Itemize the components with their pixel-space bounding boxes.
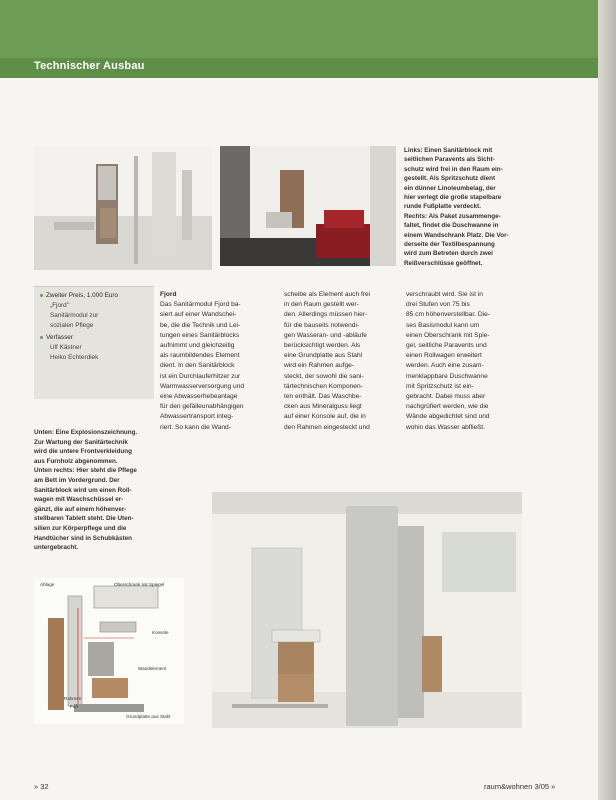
photo-sanitary-module (34, 146, 212, 270)
caption-line: runde Fußplatte verdeckt. (404, 203, 481, 211)
body-column-2 (284, 290, 396, 433)
bullet-icon (40, 294, 43, 297)
text-line: ten enthält. Das Waschbe- (284, 393, 362, 401)
author-name: Heiko Echterdiek (50, 354, 99, 361)
caption-line: Handtücher sind in Schubkästen (34, 534, 132, 542)
text-line: in den Raum gestellt wer- (284, 301, 359, 309)
text-line: Warmwasserversorgung und (160, 382, 245, 390)
author-name: Ulf Kästner (50, 344, 82, 351)
text-line: ist ein Durchlauferhitzer zur (160, 372, 241, 380)
text-line: als raumbildendes Element (160, 352, 240, 360)
page-edge-shadow (598, 0, 616, 800)
text-line: riert. So kann die Wand- (160, 423, 231, 431)
article-heading: Fjord (160, 291, 177, 298)
diagram-label: Konsole (152, 630, 169, 635)
text-line: einen Oberschrank mit Spie- (406, 331, 490, 339)
text-line: siert auf einer Wandschei- (160, 311, 237, 319)
text-line: wird ein Rahmen aufge- (284, 362, 355, 370)
caption-line: hier verlegt die große stapelbare (404, 194, 502, 202)
caption-line: wird zum Betreten durch zwei (404, 250, 493, 258)
text-line: tungen eines Sanitärblocks (160, 331, 240, 339)
text-line: mit Spritzschutz ist ein- (406, 382, 474, 390)
text-line: eine Abwasserhebeanlage (160, 393, 238, 401)
text-line: cken aus Mineralguss liegt (284, 403, 362, 411)
caption-line: gänzt, die auf einem höhenver- (34, 505, 127, 513)
project-line: Sanitärmodul zur (50, 312, 99, 319)
caption-line: untergebracht. (34, 544, 79, 552)
diagram-label: Grundplatte aus Stahl (126, 714, 171, 719)
text-line: tärtechnischen Komponen- (284, 382, 363, 390)
text-line: werden. Auch eine zusam- (406, 362, 484, 370)
text-line: dient. In den Sanitärblock (160, 362, 235, 370)
caption-line: aus Furnholz abgenommen. (34, 457, 118, 465)
caption-line: ein dünner Linoleumbelag, der (404, 184, 496, 192)
text-line: drei Stufen von 75 bis (406, 301, 470, 309)
price-row (40, 291, 118, 301)
exploded-diagram (34, 578, 184, 724)
caption-line: faltet, findet die Duschwanne in (404, 222, 499, 230)
text-line: Das Sanitärmodul Fjord ba- (160, 301, 241, 309)
text-line: 85 cm höhenverstellbar. Die- (406, 311, 490, 319)
text-line: menklappbare Duschwanne (406, 372, 488, 380)
diagram-label: Rahmen (64, 696, 82, 701)
authors-row (40, 333, 73, 343)
authors-label: Verfasser (46, 334, 73, 341)
caption-line: schutz wird frei in den Raum ein- (404, 165, 503, 173)
price-label: Zweiter Preis, 1.000 Euro (46, 292, 119, 299)
diagram-label: Oberschrank mit Spiegel (114, 582, 165, 587)
text-line: ses Basismodul kann um (406, 321, 480, 329)
diagram-drawing (34, 578, 184, 724)
text-line: für die bauseits notwendi- (284, 321, 360, 329)
diagram-label: Fuß (70, 704, 79, 709)
text-line: Wände abgedichtet sind und (406, 413, 490, 421)
text-line: den. Allerdings müssen hier- (284, 311, 368, 319)
text-line: Abwassertransport integ- (160, 413, 234, 421)
caption-line: Sanitärblock wird um einen Roll- (34, 486, 132, 494)
caption-line: Reißverschlüsse geöffnet. (404, 259, 483, 267)
photo-room-chair (220, 146, 396, 266)
diagram-label: Wandelement (138, 666, 167, 671)
text-line: steckt, der sowohl die sani- (284, 372, 364, 380)
text-line: eine Grundplatte aus Stahl (284, 352, 363, 360)
caption-line: wird die untere Frontverkleidung (34, 448, 132, 456)
caption-line: Rechts: Als Paket zusammenge- (404, 212, 501, 220)
caption-left (34, 428, 156, 553)
text-line: nachgrüfiert werden, wie die (406, 403, 489, 411)
caption-line: wagen mit Waschschüssel er- (34, 496, 124, 504)
photo-care-setting (212, 492, 522, 728)
body-column-1 (160, 290, 272, 433)
caption-line: Zur Wartung der Sanitärtechnik (34, 438, 128, 446)
caption-line: einem Wandschrank Platz. Die Vor- (404, 231, 509, 239)
text-line: für den gefälleunabhängigen (160, 403, 244, 411)
caption-line: stellbaren Tablett steht. Die Uten- (34, 515, 134, 523)
page-number-left: » 32 (34, 782, 49, 791)
text-line: scheibe als Element auch frei (284, 291, 371, 298)
section-title: Technischer Ausbau (34, 60, 145, 72)
magazine-issue: raum&wohnen 3/05 » (484, 782, 556, 791)
text-line: auf einer Konsole auf, die in (284, 413, 366, 421)
caption-line: gestellt. Als Spritzschutz dient (404, 175, 496, 183)
project-name: „Fjord" (50, 302, 69, 309)
diagram-label: Ablage (40, 582, 55, 587)
text-line: einen Rollwagen erweitert (406, 352, 482, 360)
caption-line: Unten: Eine Explosionszeichnung. (34, 429, 138, 436)
project-line: sozialen Pflege (50, 322, 94, 329)
text-line: be, die die Technik und Lei- (160, 321, 241, 329)
caption-top (404, 146, 514, 268)
caption-line: Unten rechts: Hier steht die Pflege (34, 467, 137, 475)
text-line: gen Wasseran- und -abläufe (284, 331, 367, 339)
text-line: gel, seitliche Paravents und (406, 342, 487, 350)
text-line: wohin das Wasser abfließt. (406, 423, 485, 431)
bullet-icon (40, 336, 43, 339)
caption-line: Links: Einen Sanitärblock mit (404, 147, 493, 154)
text-line: den Rahmen eingesteckt und (284, 423, 370, 431)
caption-line: am Bett im Vordergrund. Der (34, 476, 120, 484)
text-line: gebracht. Dabei muss aber (406, 393, 486, 401)
fact-box (34, 286, 154, 399)
text-line: berücksichtigt werden. Als (284, 342, 361, 350)
body-column-3 (406, 290, 516, 433)
caption-line: seitlichen Paravents als Sicht- (404, 156, 495, 164)
text-line: aufnimmt und gleichzeitig (160, 342, 235, 350)
caption-line: derseite der Textilbespannung (404, 241, 495, 249)
caption-line: silien zur Körperpflege und die (34, 524, 127, 532)
text-line: verschraubt wird. Sie ist in (406, 291, 483, 298)
